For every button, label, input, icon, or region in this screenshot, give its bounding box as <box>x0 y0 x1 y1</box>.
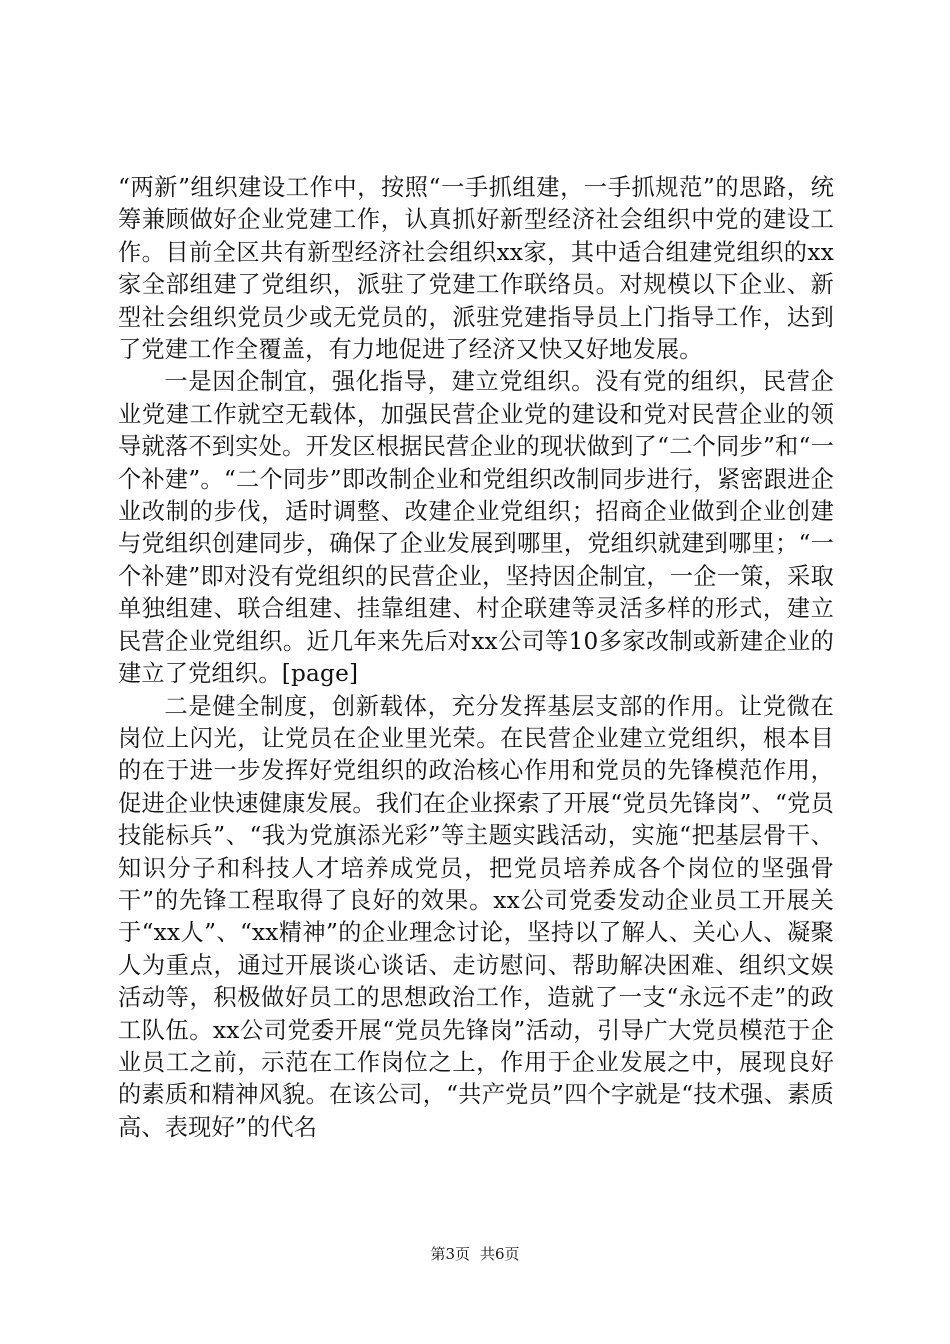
document-body <box>118 172 834 1144</box>
page-footer <box>0 1244 950 1264</box>
paragraph-second-point: 二是健全制度，创新载体，充分发挥基层支部的作用。让党微在岗位上闪光，让党员在企业里光荣。在民营企业建立党组织，根本目的在于进一步发挥好党组织的政治核心作用和党员的先锋模范作用，促进企业快速健康发展。我们在企业探索了开展“党员先锋岗”、“党员技能标兵”、“我为党旗添光彩”等主题实践活动，实施“把基层骨干、知识分子和科技人才培养成党员，把党员培养成各个岗位的坚强骨干”的先锋工程取得了良好的效果。xx公司党委发动企业员工开展关于“xx人”、“xx精神”的企业理念讨论，坚持以了解人、关心人、凝聚人为重点，通过开展谈心谈话、走访慰问、帮助解决困难、组织文娱活动等，积极做好员工的思想政治工作，造就了一支“永远不走”的政工队伍。xx公司党委开展“党员先锋岗”活动，引导广大党员模范于企业员工之前，示范在工作岗位之上，作用于企业发展之中，展现良好的素质和精神风貌。在该公司，“共产党员”四个字就是“技术强、素质高、表现好”的代名 <box>118 692 834 1141</box>
page-total: 共6页 <box>480 1245 520 1263</box>
paragraph-first-point: 一是因企制宜，强化指导，建立党组织。没有党的组织，民营企业党建工作就空无载体，加强民营企业党的建设和党对民营企业的领导就落不到实处。开发区根据民营企业的现状做到了“二个同步”和“一个补建”。“二个同步”即改制企业和党组织改制同步进行，紧密跟进企业改制的步伐，适时调整、改建企业党组织；招商企业做到企业创建与党组织创建同步，确保了企业发展到哪里，党组织就建到哪里；“一个补建”即对没有党组织的民营企业，坚持因企制宜，一企一策，采取单独组建、联合组建、挂靠组建、村企联建等灵活多样的形式，建立民营企业党组织。近几年来先后对xx公司等10多家改制或新建企业的建立了党组织。[page] <box>118 368 834 688</box>
paragraph-continuation: “两新”组织建设工作中，按照“一手抓组建，一手抓规范”的思路，统筹兼顾做好企业党建工作，认真抓好新型经济社会组织中党的建设工作。目前全区共有新型经济社会组织xx家，其中适合组建党组织的xx家全部组建了党组织，派驻了党建工作联络员。对规模以下企业、新型社会组织党员少或无党员的，派驻党建指导员上门指导工作，达到了党建工作全覆盖，有力地促进了经济又快又好地发展。 <box>118 174 834 364</box>
page-number: 第3页 <box>430 1245 470 1263</box>
